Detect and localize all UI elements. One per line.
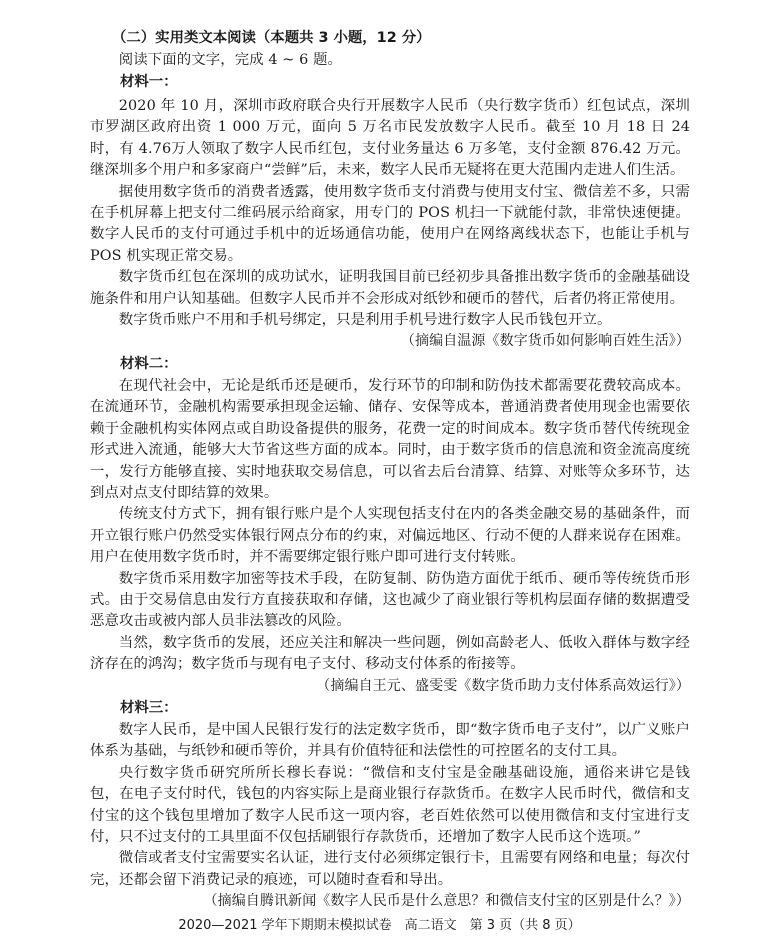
section-title: （二）实用类文本阅读（本题共 3 小题，12 分） [112, 30, 431, 46]
material-1-source: （摘编自温源《数字货币如何影响百姓生活》） [400, 333, 690, 350]
material-1-body [90, 96, 690, 353]
material-2-source: （摘编自王元、盛雯雯《数字货币助力支付体系高效运行》） [316, 677, 690, 694]
material-2-paragraph: 数字货币采用数字加密等技术手段，在防复制、防伪造方面优于纸币、硬币等传统货币形式。由于交易信息由发行方直接获取和存储，这也减少了商业银行等机构层面存储的数据遭受恶意攻击或被内部人员非法篡改的风险。 [90, 570, 690, 630]
material-1-paragraph: 2020 年 10 月，深圳市政府联合央行开展数字人民币（央行数字货币）红包试点，深圳市罗湖区政府出资 1 000 万元，面向 5 万名市民发放数字人民币。截至 10 月 18 日 24 时，有 4.76万人领取了数字人民币红包，支付业务量达 6 万多笔，支付金额 876.42 万元。继深圳多个用户和多家商户“尝鲜”后，未来，数字人民币无疑将在更大范围内走进人们生活。 [90, 98, 690, 179]
material-1-title: 材料一： [120, 74, 178, 90]
material-3-title: 材料三： [120, 700, 178, 716]
material-2-title: 材料二： [120, 356, 178, 372]
material-1-paragraph: 数字货币账户不用和手机号绑定，只是利用手机号进行数字人民币钱包开立。 [118, 312, 612, 329]
page-footer: 2020—2021 学年下期期末模拟试卷 高二语文 第 3 页（共 8 页） [178, 918, 581, 933]
material-3-body [90, 720, 690, 913]
material-2-paragraph: 在现代社会中，无论是纸币还是硬币，发行环节的印制和防伪技术都需要花费较高成本。在流通环节，金融机构需要承担现金运输、储存、安保等成本，普通消费者使用现金也需要依赖于金融机构实体网点或自助设备提供的服务，花费一定的时间成本。数字货币替代传统现金形式进入流通，能够大大节省这些方面的成本。同时，由于数字货币的信息流和资金流高度统一，发行方能够直接、实时地获取交易信息，可以省去后台清算、结算、对账等众多环节，达到点对点支付即结算的效果。 [90, 378, 690, 502]
material-3-paragraph: 数字人民币，是中国人民银行发行的法定数字货币，即“数字货币电子支付”，以广义账户体系为基础，与纸钞和硬币等价，并具有价值特征和法偿性的可控匿名的支付工具。 [90, 722, 690, 760]
instruction-block [90, 50, 690, 71]
material-2-body [90, 376, 690, 697]
material-1-paragraph: 据使用数字货币的消费者透露，使用数字货币支付消费与使用支付宝、微信差不多，只需在手机屏幕上把支付二维码展示给商家，用专门的 POS 机扫一下就能付款，非常快速便捷。数字人民币的支付可通过手机中的近场通信功能，使用户在网络离线状态下，也能让手机与 POS 机实现正常交易。 [90, 183, 690, 264]
material-3-source: （摘编自腾讯新闻《数字人民币是什么意思？和微信支付宝的区别是什么？》） [203, 893, 690, 910]
material-2-paragraph: 传统支付方式下，拥有银行账户是个人实现包括支付在内的各类金融交易的基础条件，而开立银行账户仍然受实体银行网点分布的约束，对偏远地区、行动不便的人群来说存在困难。用户在使用数字货币时，并不需要绑定银行账户即可进行支付转账。 [90, 506, 690, 566]
material-3-paragraph: 微信或者支付宝需要实名认证，进行支付必须绑定银行卡，且需要有网络和电量；每次付完，还都会留下消费记录的痕迹，可以随时查看和导出。 [90, 850, 690, 888]
material-2-paragraph: 当然，数字货币的发展，还应关注和解决一些问题，例如高龄老人、低收入群体与数字经济存在的鸿沟；数字货币与现有电子支付、移动支付体系的衔接等。 [90, 634, 690, 673]
material-1-paragraph: 数字货币红包在深圳的成功试水，证明我国目前已经初步具备推出数字货币的金融基础设施条件和用户认知基础。但数字人民币并不会形成对纸钞和硬币的替代，后者仍将正常使用。 [90, 269, 690, 307]
instruction: 阅读下面的文字，完成 4 ~ 6 题。 [118, 52, 343, 68]
material-3-paragraph: 央行数字货币研究所所长穆长春说：“微信和支付宝是金融基础设施，通俗来讲它是钱包，在电子支付时代，钱包的内容实际上是商业银行存款货币。在数字人民币时代，微信和支付宝的这个钱包里增加了数字人民币这一项内容，老百姓依然可以使用微信和支付宝进行支付，只不过支付的工具里面不仅包括刷银行存款货币，还增加了数字人民币这个选项。” [90, 764, 690, 846]
